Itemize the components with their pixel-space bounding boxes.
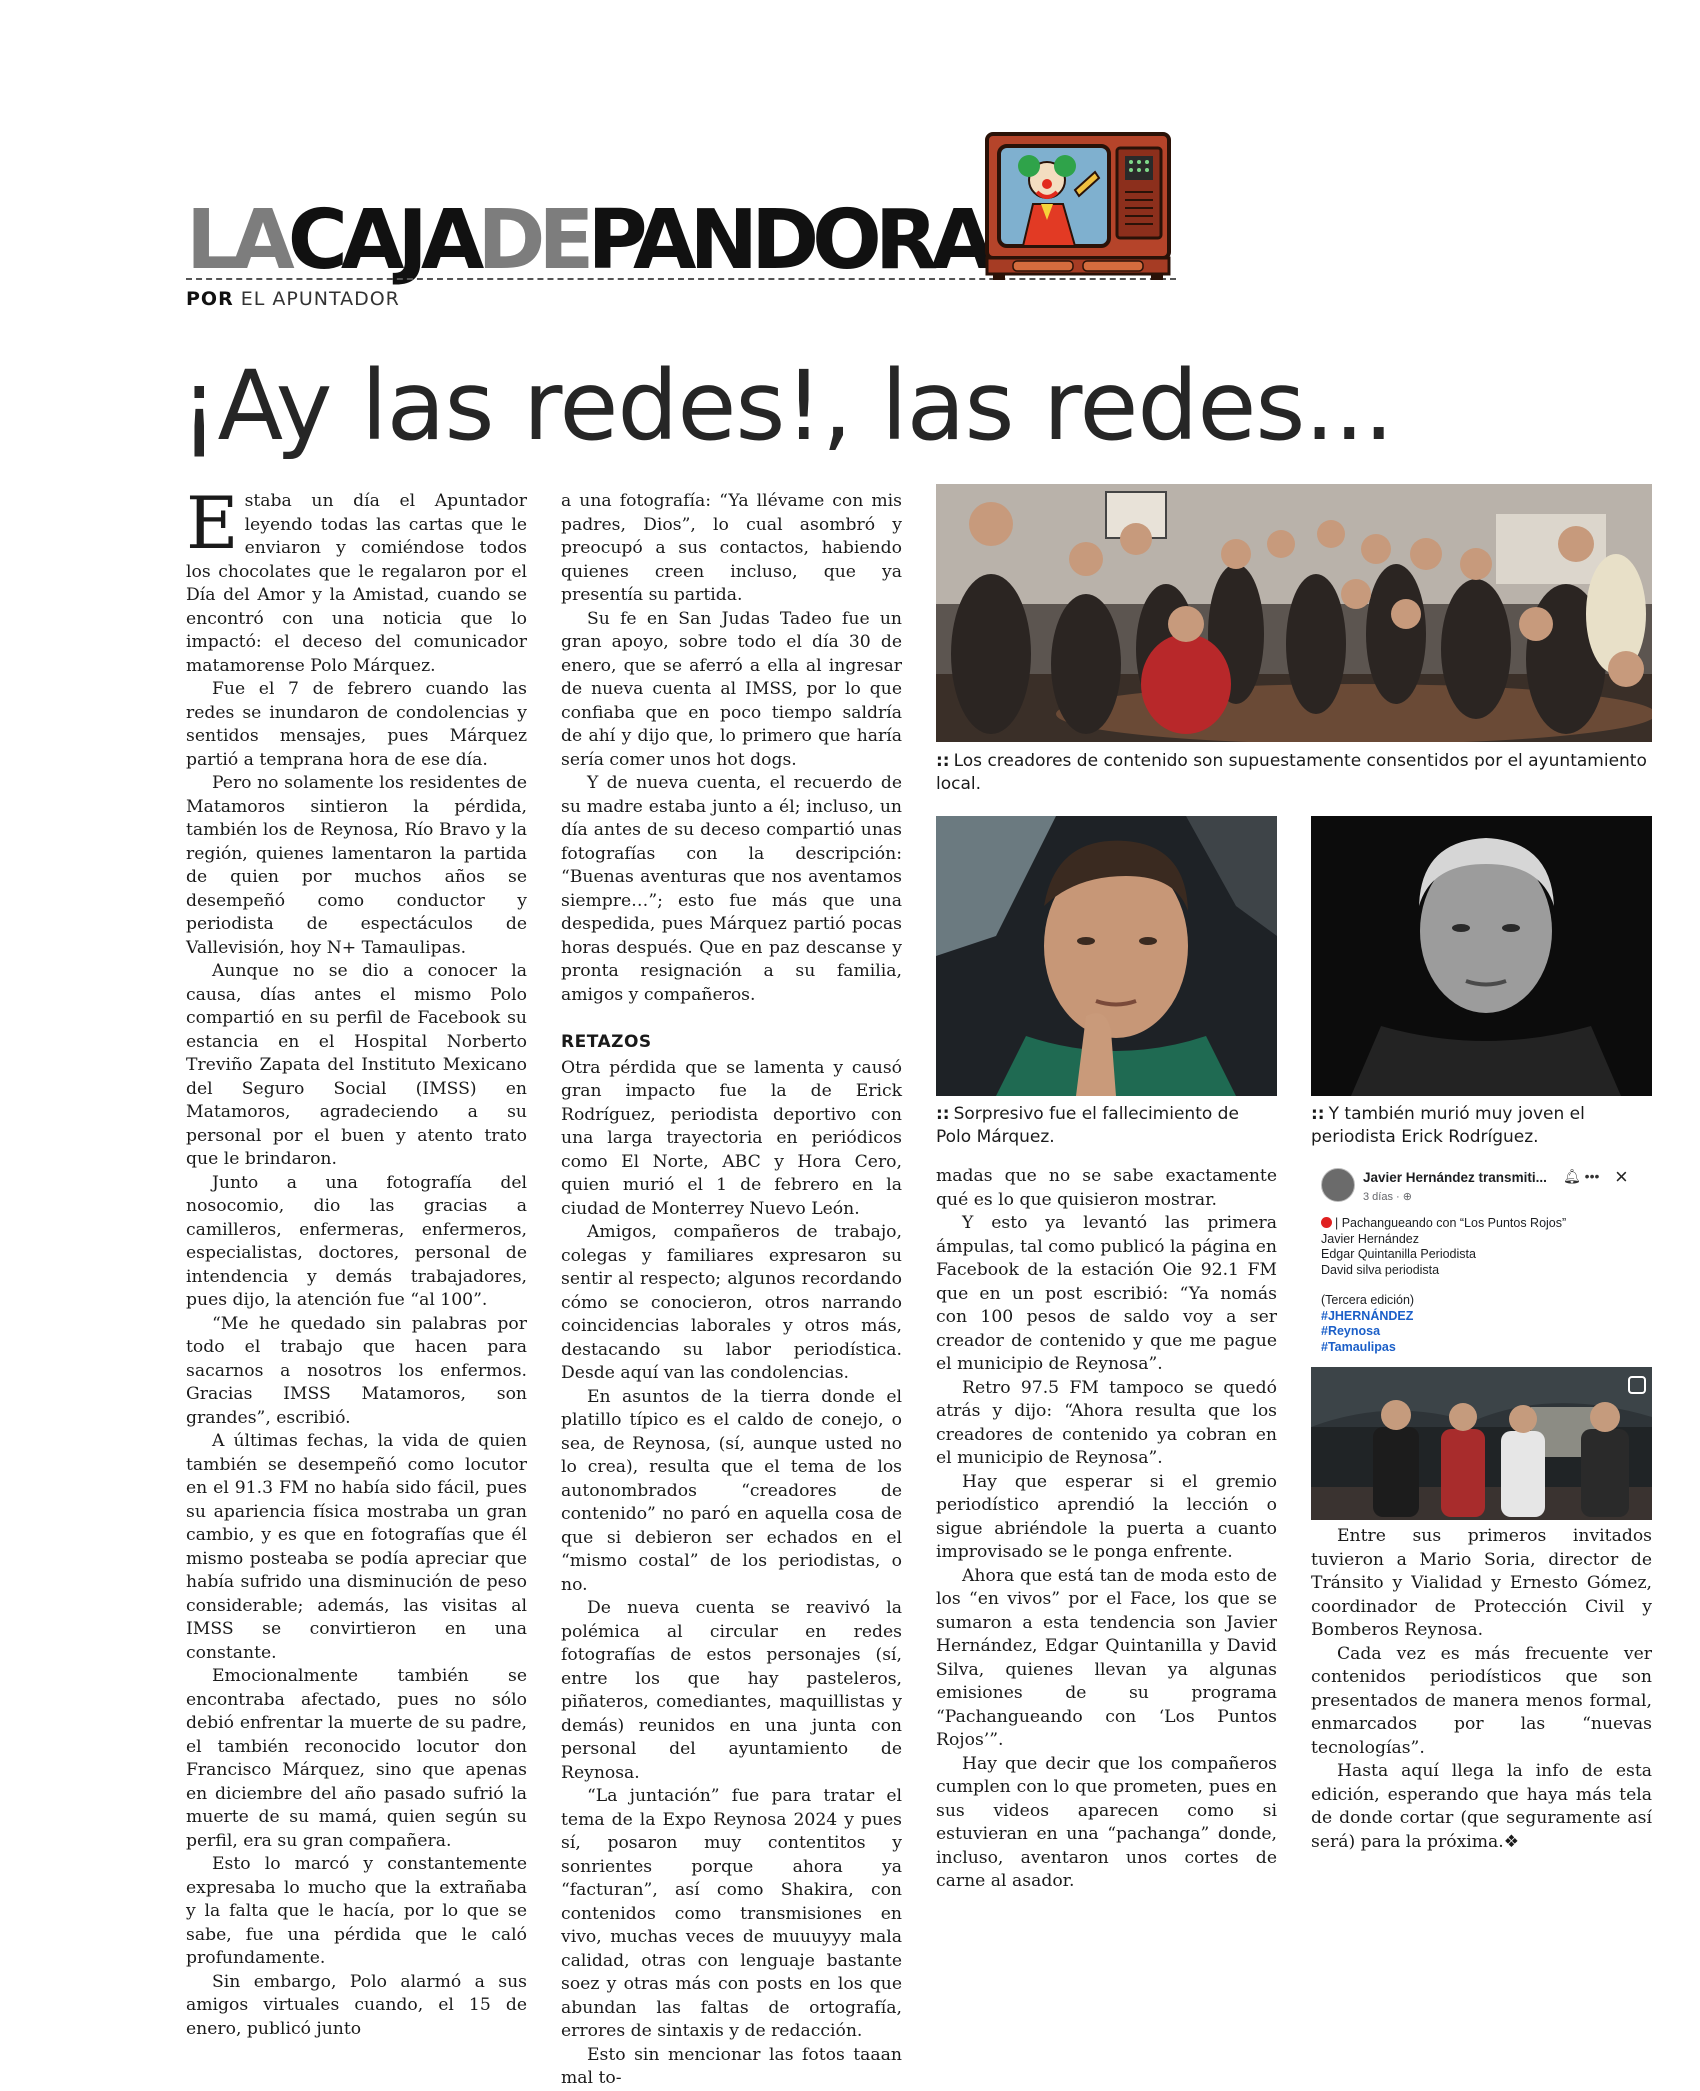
- paragraph: Ahora que está tan de moda esto de los “en vivos” por el Face, los que se sumaron a esta tendencia son Javier Hernández, Edgar Quintanilla y David Silva, quienes llevan ya algunas emisiones de su programa “Pachangueando con ‘Los Puntos Rojos’”.: [936, 1565, 1277, 1750]
- paragraph: Junto a una fotografía del nosocomio, dio las gracias a camilleros, enfermeras, enfermeros, especialistas, doctores, personal de intendencia y demás trabajadores, pues dijo, la atención fue “al 100”.: [186, 1172, 527, 1310]
- section-masthead: [186, 193, 988, 288]
- paragraph: Cada vez es más frecuente ver contenidos periodísticos que son presentados de manera menos formal, enmarcados por las “nuevas tecnologías”.: [1311, 1643, 1652, 1758]
- video-still-photo: [1311, 1367, 1652, 1520]
- post-header-icons: [1563, 1168, 1599, 1185]
- post-author: Javier Hernández transmiti...: [1363, 1170, 1547, 1185]
- paragraph: Entre sus primeros invitados tuvieron a Mario Soria, director de Tránsito y Vialidad y Ernesto Gómez, coordinador de Protección Civil y Bomberos Reynosa.: [1311, 1526, 1652, 1640]
- hashtag: #JHERNÁNDEZ: [1321, 1308, 1414, 1323]
- article-column-2: [561, 490, 902, 2091]
- subhead-retazos: RETAZOS: [561, 1032, 652, 1052]
- paragraph: Otra pérdida que se lamenta y causó gran impacto fue la de Erick Rodríguez, periodista deportivo con una larga trayectoria en periódicos como El Norte, ABC y Hora Cero, quien murió el 1 de febrero en la ciudad de Monterrey Nuevo León.: [561, 1057, 902, 1219]
- more-icon: •••: [1584, 1168, 1600, 1184]
- paragraph: Sin embargo, Polo alarmó a sus amigos virtuales cuando, el 15 de enero, publicó junto: [186, 1971, 527, 2039]
- caption-erick: :: Y también murió muy joven el periodista Erick Rodríguez.: [1311, 1104, 1585, 1147]
- drop-cap: E: [186, 481, 239, 565]
- post-line: Edgar Quintanilla Periodista: [1321, 1247, 1476, 1261]
- hashtag: #Tamaulipas: [1321, 1339, 1396, 1354]
- paragraph: Amigos, compañeros de trabajo, colegas y familiares expresaron su sentir al respecto; algunos recordando cómo se conocieron, otros narrando coincidencias laborales y otros más, destacando su labor periodística. Desde aquí van las condolencias.: [561, 1222, 902, 1383]
- post-line: David silva periodista: [1321, 1262, 1440, 1277]
- paragraph: a una fotografía: “Ya llévame con mis padres, Dios”, lo cual asombró y preocupó a sus contactos, habiendo quienes creen incluso, que ya presentía su partida.: [561, 491, 902, 605]
- paragraph: “Me he quedado sin palabras por todo el trabajo que hacen para sacarnos a nosotros los enfermos. Gracias IMSS Matamoros, son grandes”, escribió.: [186, 1313, 527, 1428]
- paragraph: Fue el 7 de febrero cuando las redes se inundaron de condolencias y sentidos mensajes, pues Márquez partió a temprana hora de ese día.: [186, 679, 527, 770]
- paragraph: De nueva cuenta se reavivó la polémica al circular en redes fotografías de estos personajes (sí, entre los que hay pasteleros, piñateros, comediantes, maquillistas y demás) reunidos en una junta con personal del ayuntamiento de Reynosa.: [561, 1598, 902, 1783]
- caption-group-photo: :: Los creadores de contenido son supuestamente consentidos por el ayuntamiento local.: [936, 751, 1647, 794]
- post-edition: (Tercera edición): [1321, 1293, 1415, 1307]
- byline-prefix: POR: [186, 288, 234, 310]
- masthead-caja: CAJA: [287, 193, 478, 288]
- globe-icon: ⊕: [1402, 1191, 1412, 1203]
- paragraph: Hay que decir que los compañeros cumplen con lo que prometen, pues en sus videos aparecen como si estuvieran en una “pachanga” donde, incluso, aventaron unos cortes de carne al asador.: [936, 1753, 1277, 1891]
- paragraph: Emocionalmente también se encontraba afectado, pues no sólo debió enfrentar la muerte de su padre, el también reconocido locutor don Francisco Márquez, sino que apenas en diciembre del año pasado sufrió la muerte de su mamá, quien según su perfil, era su gran compañera.: [186, 1666, 527, 1851]
- paragraph: En asuntos de la tierra donde el platillo típico es el caldo de conejo, o sea, de Reynosa, (sí, aunque usted no lo crea), resulta que el tema de los autonombrados “creadores de contenido” no paró en aquella cosa de que si debieron ser echados en el “mismo costal” de los periodistas, o no.: [561, 1386, 902, 1595]
- article-column-3: [936, 1165, 1277, 1894]
- paragraph: Aunque no se dio a conocer la causa, días antes el mismo Polo compartió en su perfil de Facebook su estancia en el Hospital Norberto Treviño Zapata del Instituto Mexicano del Seguro Social (IMSS) en Matamoros, agradeciendo a su personal por el buen y atento trato que le brindaron.: [186, 961, 527, 1169]
- post-title: | Pachangueando con “Los Puntos Rojos”: [1335, 1216, 1567, 1230]
- group-photo: [936, 484, 1652, 742]
- paragraph: Y esto ya levantó las primera ámpulas, tal como publicó la página en Facebook de la estación Oie 92.1 FM que en un post escribió: “Ya nomás con 100 pesos de saldo voy a ser creador de contenido y que me pague el municipio de Reynosa”.: [936, 1213, 1277, 1374]
- avatar: [1321, 1168, 1355, 1202]
- headline: ¡Ay las redes!, las redes...: [180, 350, 1393, 462]
- red-dot-icon: [1321, 1217, 1332, 1228]
- paragraph: madas que no se sabe exactamente qué es lo que quisieron mostrar.: [936, 1166, 1277, 1210]
- masthead-la: LA: [186, 193, 288, 288]
- post-body: [1321, 1216, 1646, 1355]
- masthead-pandora: PANDORA: [587, 193, 988, 288]
- facebook-post: [1311, 1160, 1652, 1360]
- article-column-4: [1311, 1525, 1652, 1854]
- paragraph: Estaba un día el Apuntador leyendo todas las cartas que le enviaron y comiéndose todos los chocolates que le regalaron por el Día del Amor y la Amistad, cuando se encontró con una noticia que lo impactó: el deceso del comunicador matamorense Polo Márquez.: [186, 481, 527, 676]
- byline: [186, 288, 400, 310]
- tv-clown-logo: [983, 130, 1173, 280]
- paragraph: Hay que esperar si el gremio periodístico aprendió la lección o sigue abriéndole la puerta a cuanto improvisado se le ponga enfrente.: [936, 1471, 1277, 1562]
- paragraph: A últimas fechas, la vida de quien también se desempeñó como locutor en el 91.3 FM no había sido fácil, pues su apariencia física mostraba un gran cambio, y es que en fotografías que él mismo posteaba se podía apreciar que había sufrido una disminución de peso considerable; además, las visitas al IMSS se convirtieron en una constante.: [186, 1431, 527, 1663]
- paragraph: Y de nueva cuenta, el recuerdo de su madre estaba junto a él; incluso, un día antes de su deceso compartió unas fotografías con la descripción: “Buenas aventuras que nos aventamos siempre…”; esto fue más que una despedida, pues Márquez partió pocas horas después. Que en paz descanse y pronta resignación a su familia, amigos y compañeros.: [561, 773, 902, 1005]
- post-line: Javier Hernández: [1321, 1231, 1419, 1246]
- caption-polo: :: Sorpresivo fue el fallecimiento de Polo Márquez.: [936, 1104, 1239, 1147]
- polo-marquez-photo: [936, 816, 1277, 1096]
- article-column-1: [186, 481, 527, 2041]
- bell-icon: 🔔︎: [1563, 1168, 1581, 1184]
- byline-author: EL APUNTADOR: [240, 288, 400, 310]
- paragraph: Su fe en San Judas Tadeo fue un gran apoyo, sobre todo el día 30 de enero, que se aferró a ella al ingresar de nueva cuenta al IMSS, por lo que confiaba que en poco tiempo saldría de ahí y dijo que, lo primero que haría sería comer unos hot dogs.: [561, 608, 902, 770]
- erick-rodriguez-photo: [1311, 816, 1652, 1096]
- close-icon: ×: [1615, 1164, 1628, 1189]
- paragraph: Hasta aquí llega la info de esta edición, esperando que haya más tela de donde cortar (que seguramente así será) para la próxima.❖: [1311, 1761, 1652, 1852]
- masthead-de: DE: [477, 193, 588, 288]
- hashtag: #Reynosa: [1321, 1324, 1381, 1338]
- paragraph: Pero no solamente los residentes de Matamoros sintieron la pérdida, también los de Reynosa, Río Bravo y la región, quienes lamentaron la partida de quien por muchos años se desempeñó como conductor y periodista de espectáculos de Vallevisión, hoy N+ Tamaulipas.: [186, 773, 527, 958]
- paragraph: Esto sin mencionar las fotos taaan mal to-: [561, 2044, 902, 2088]
- paragraph: Retro 97.5 FM tampoco se quedó atrás y dijo: “Ahora resulta que los creadores de contenido ya cobran en el municipio de Reynosa”.: [936, 1377, 1277, 1468]
- paragraph: “La juntación” fue para tratar el tema de la Expo Reynosa 2024 y pues sí, posaron muy contentitos y sonrientes porque ahora ya “facturan”, así como Shakira, con contenidos como transmisiones en vivo, muchas veces de muuuyyy mala calidad, otras con lenguaje bastante soez y otras más con posts en los que abundan las faltas de ortografía, errores de sintaxis y de redacción.: [561, 1786, 902, 2041]
- post-time: 3 días · ⊕: [1363, 1191, 1412, 1203]
- paragraph: Esto lo marcó y constantemente expresaba lo mucho que la extrañaba y la falta que le hacía, por lo que se sabe, fue una pérdida que le caló profundamente.: [186, 1854, 527, 1968]
